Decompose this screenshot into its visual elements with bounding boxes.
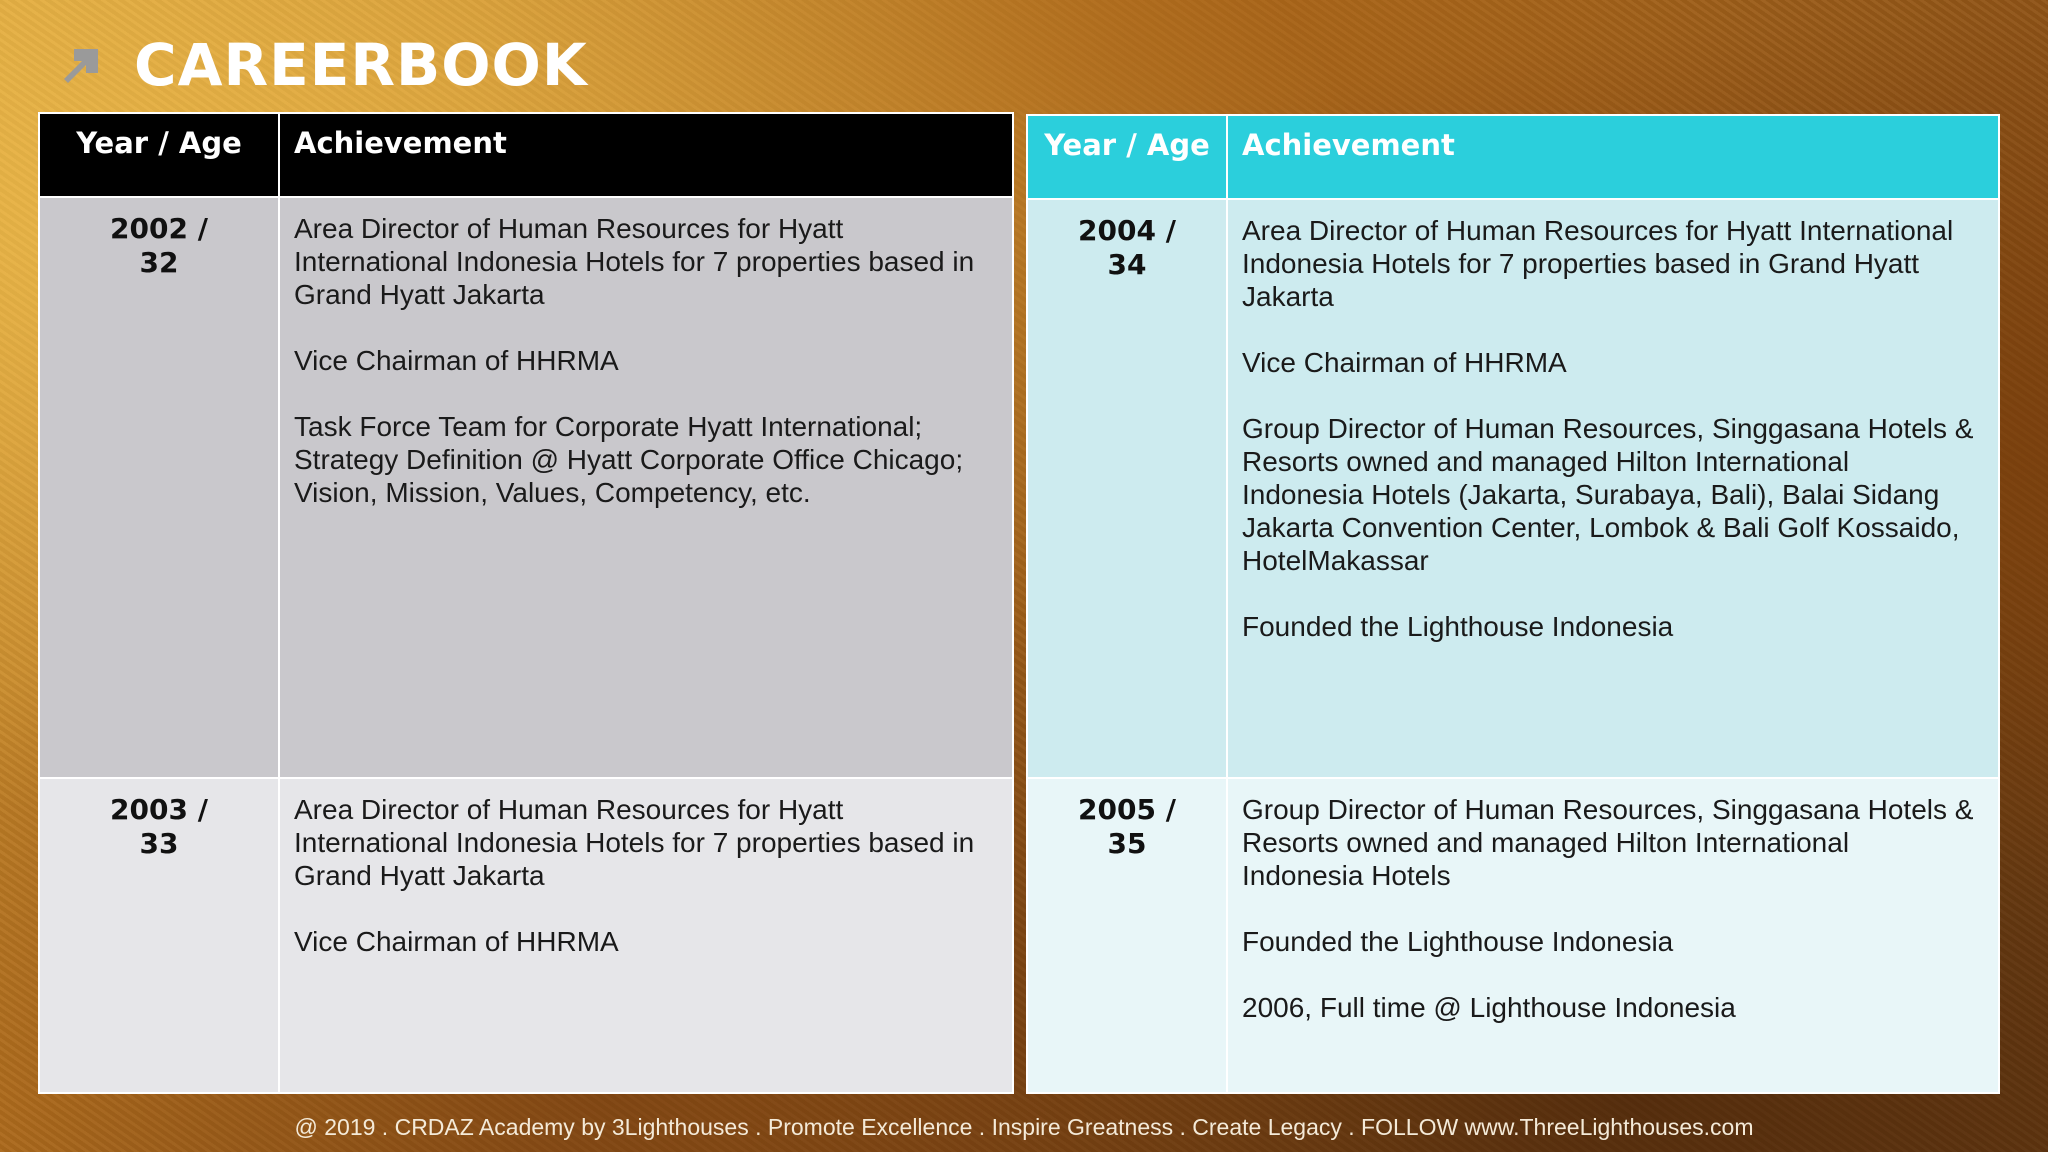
year-age-cell [1027, 778, 1227, 1093]
age-value: 34 [1107, 248, 1147, 281]
career-table-left [38, 112, 1014, 1094]
achievement-item: Area Director of Human Resources for Hyatt International Indonesia Hotels for 7 properties based in Grand Hyatt Jakarta [294, 794, 975, 891]
age-value: 32 [139, 246, 179, 279]
year-value: 2003 / [110, 793, 208, 826]
year-age-cell [1027, 199, 1227, 778]
achievement-item: Group Director of Human Resources, Singgasana Hotels & Resorts owned and managed Hilton International Indonesia Hotels (Jakarta, Surabaya, Bali), Balai Sidang Jakarta Convention Center, Lombok & Bali Golf Kossaido, HotelMakassar [1242, 413, 1974, 576]
slide-header [60, 30, 588, 100]
achievement-item: Vice Chairman of HHRMA [1242, 347, 1567, 378]
column-header-achievement: Achievement [279, 113, 1013, 197]
column-header-achievement: Achievement [1227, 115, 1999, 199]
achievement-item: Founded the Lighthouse Indonesia [1242, 611, 1674, 642]
age-value: 33 [139, 827, 179, 860]
table-row [1027, 199, 1999, 778]
achievement-item: Vice Chairman of HHRMA [294, 345, 619, 376]
year-value: 2005 / [1078, 793, 1176, 826]
achievement-cell [279, 778, 1013, 1093]
page-title: CAREERBOOK [134, 31, 588, 99]
table-row [39, 778, 1013, 1093]
year-value: 2004 / [1078, 214, 1176, 247]
column-header-year-age: Year / Age [39, 113, 279, 197]
achievement-item: Area Director of Human Resources for Hyatt International Indonesia Hotels for 7 properties based in Grand Hyatt Jakarta [1242, 215, 1954, 312]
arrow-up-right-icon [60, 43, 104, 87]
achievement-cell [1227, 199, 1999, 778]
achievement-item: Group Director of Human Resources, Singgasana Hotels & Resorts owned and managed Hilton International Indonesia Hotels [1242, 794, 1974, 891]
table-row [39, 197, 1013, 778]
year-value: 2002 / [110, 212, 208, 245]
achievement-item: Task Force Team for Corporate Hyatt International; Strategy Definition @ Hyatt Corporate Office Chicago; Vision, Mission, Values, Competency, etc. [294, 411, 964, 508]
achievement-item: Vice Chairman of HHRMA [294, 926, 619, 957]
column-header-year-age: Year / Age [1027, 115, 1227, 199]
achievement-cell [279, 197, 1013, 778]
year-age-cell [39, 197, 279, 778]
table-row [1027, 778, 1999, 1093]
footer-text: @ 2019 . CRDAZ Academy by 3Lighthouses . Promote Excellence . Inspire Greatness . Create Legacy . FOLLOW www.ThreeLighthouses.com [294, 1114, 1754, 1140]
achievement-item: 2006, Full time @ Lighthouse Indonesia [1242, 992, 1736, 1023]
achievement-item: Area Director of Human Resources for Hyatt International Indonesia Hotels for 7 properties based in Grand Hyatt Jakarta [294, 213, 975, 310]
career-table-right [1026, 114, 2000, 1094]
year-age-cell [39, 778, 279, 1093]
achievement-item: Founded the Lighthouse Indonesia [1242, 926, 1674, 957]
age-value: 35 [1107, 827, 1147, 860]
achievement-cell [1227, 778, 1999, 1093]
